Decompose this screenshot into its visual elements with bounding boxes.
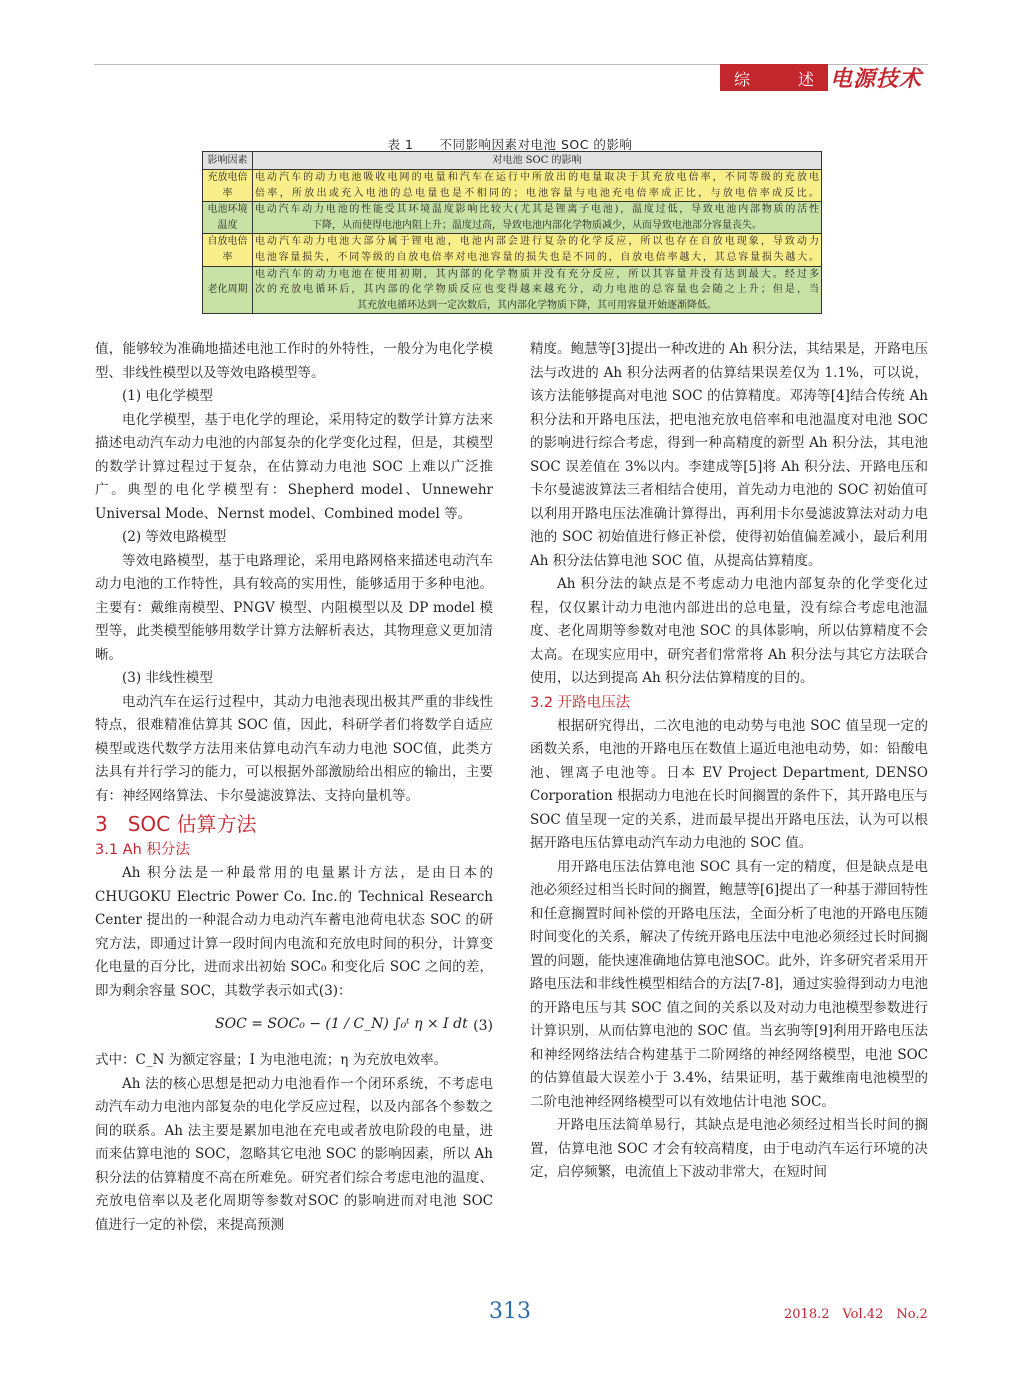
row-key: 电池环境 温度: [203, 202, 253, 234]
section-heading: 3 SOC 估算方法: [95, 812, 257, 836]
table-row: [203, 234, 822, 266]
paragraph: Ah 积分法的缺点是不考虑动力电池内部复杂的化学变化过程，仅仅累计动力电池内部进出的总电量，没有综合考虑电池温度、老化周期等参数对电池 SOC 的具体影响，所以估算精度不会太高。在现实应用中，研究者们常常将 Ah 积分法与其它方法联合使用，以达到提高 Ah 积分法估算精度的目的。: [530, 576, 928, 686]
equation-formula: SOC = SOC₀ − (1 / C_N) ∫₀ᵗ η × I dt: [215, 1016, 468, 1032]
influence-table: [202, 151, 822, 314]
equation: [95, 1003, 493, 1049]
row-key: 自放电倍 率: [203, 234, 253, 266]
equation-number: (3): [473, 1018, 493, 1034]
section-label-left: 综: [734, 70, 751, 89]
paragraph: 用开路电压法估算电池 SOC 具有一定的精度，但是缺点是电池必须经过相当长时间的搁置，鲍慧等[6]提出了一种基于滞回特性和任意搁置时间补偿的开路电压法，全面分析了电池的开路电压随时间变化的关系，解决了传统开路电压法中电池必须经过长时间搁置的问题，能快速准确地估算电池SOC。此外，许多研究者采用开路电压法和非线性模型相结合的方法[7-8]，通过实验得到动力电池的开路电压与其 SOC 值之间的关系以及对动力电池模型参数进行计算识别，从而估算电池的 SOC 值。当玄驹等[9]利用开路电压法和神经网络法结合构建基于二阶网络的神经网络模型，电池 SOC 的估算值最大误差小于 3.4%，结果证明，基于戴维南电池模型的二阶电池神经网络模型可以有效地估计电池 SOC。: [530, 858, 928, 1110]
paragraph: 值，能够较为准确地描述电池工作时的外特性，一般分为电化学模型、非线性模型以及等效电路模型等。: [95, 341, 493, 381]
subsection-label: (1) 电化学模型: [122, 388, 213, 404]
row-value: 电动汽车的动力电池吸收电网的电量和汽车在运行中所放出的电量取决于其充放电倍率，不同等级的充放电 倍率，所放出或充入电池的总电量也是不相同的；电池容量与电池充电倍率成正比，与放电倍率成反比。: [253, 170, 822, 202]
paragraph: Ah 积分法是一种最常用的电量累计方法，是由日本的 CHUGOKU Electric Power Co. Inc.的 Technical Research Center 提出的一种混合动力电动汽车蓄电池荷电状态 SOC 的研究方法，即通过计算一段时间内电流和充放电时间的积分，计算变化电量的百分比，进而求出初始 SOC₀ 和变化后 SOC 之间的差，即为剩余容量 SOC，其数学表示如式(3)：: [95, 865, 493, 999]
section-banner: [720, 64, 828, 91]
row-value: 电动汽车动力电池的性能受其环境温度影响比较大(尤其是锂离子电池)，温度过低，导致电池内部物质的活性 下降，从而使得电池内阻上升；温度过高，导致电池内部化学物质减少，从而导致电池部分容量丧失。: [253, 202, 822, 234]
paragraph: Ah 法的核心思想是把动力电池看作一个闭环系统，不考虑电动汽车动力电池内部复杂的电化学反应过程，以及内部各个参数之间的联系。Ah 法主要是累加电池在充电或者放电阶段的电量，进而来估算电池的 SOC，忽略其它电池 SOC 的影响因素，所以 Ah 积分法的估算精度不高在所难免。研究者们综合考虑电池的温度、充放电倍率以及老化周期等参数对SOC 的影响进而对电池 SOC 值进行一定的补偿，来提高预测: [95, 1075, 493, 1233]
paragraph: 式中：C_N 为额定容量；I 为电池电流；η 为充放电效率。: [95, 1052, 448, 1068]
table-header-factor: 影响因素: [203, 152, 253, 170]
row-value: 电动汽车的动力电池在使用初期，其内部的化学物质并没有充分反应，所以其容量并没有达到最大。经过多 次的充放电循环后，其内部的化学物质反应也变得越来越充分，动力电池的总容量也会随之上升；但是，当 其充放电循环达到一定次数后，其内部化学物质下降，其可用容量开始逐渐降低。: [253, 266, 822, 314]
table-title: 表 1 不同影响因素对电池 SOC 的影响: [387, 137, 633, 152]
page-number: 313: [489, 1299, 531, 1324]
subsection-heading: 3.1 Ah 积分法: [95, 842, 190, 858]
paragraph: 电动汽车在运行过程中，其动力电池表现出极其严重的非线性特点，很难精准估算其 SOC 值，因此，科研学者们将数学自适应模型或迭代数学方法用来估算电动汽车动力电池 SOC值，此类方法具有并行学习的能力，可以根据外部激励给出相应的输出，主要有：神经网络算法、卡尔曼滤波算法、支持向量机等。: [95, 693, 493, 804]
row-key: 充放电倍 率: [203, 170, 253, 202]
paragraph: 电化学模型，基于电化学的理论，采用特定的数学计算方法来描述电动汽车动力电池的内部复杂的化学变化过程，但是，其模型的数学计算过程过于复杂，在估算动力电池 SOC 上难以广泛推广。典型的电化学模型有：Shepherd model、Unnewehr Universal Mode、Nernst model、Combined model 等。: [95, 411, 493, 522]
table-header-row: [203, 152, 822, 170]
row-value: 电动汽车动力电池大部分属于锂电池，电池内部会进行复杂的化学反应，所以也存在自放电现象，导致动力 电池容量损失，不同等级的自放电倍率对电池容量的损失也是不同的，自放电倍率越大，其总容量损失越大。: [253, 234, 822, 266]
paragraph: 精度。鲍慧等[3]提出一种改进的 Ah 积分法，其结果是，开路电压法与改进的 Ah 积分法两者的估算结果误差仅为 1.1%，可以说，该方法能够提高对电池 SOC 的估算精度。邓涛等[4]结合传统 Ah 积分法和开路电压法，把电池充放电倍率和电池温度对电池 SOC 的影响进行综合考虑，得到一种高精度的新型 Ah 积分法，其电池 SOC 误差值在 3%以内。李建成等[5]将 Ah 积分法、开路电压和卡尔曼滤波算法三者相结合使用，首先动力电池的 SOC 初始值可以利用开路电压法准确计算得出，再利用卡尔曼滤波算法对动力电池的 SOC 初始值进行修正补偿，使得初始值偏差减小，最后利用 Ah 积分法估算电池 SOC 值，从提高估算精度。: [530, 341, 928, 569]
table-row: [203, 266, 822, 314]
table-row: [203, 170, 822, 202]
table-row: [203, 202, 822, 234]
journal-logo: 电源技术: [830, 66, 923, 92]
right-column: [530, 338, 928, 1185]
paragraph: 开路电压法简单易行，其缺点是电池必须经过相当长时间的搁置，估算电池 SOC 才会有较高精度，由于电动汽车运行环境的决定，启停频繁，电流值上下波动非常大，在短时间: [530, 1117, 928, 1180]
table-header-effect: 对电池 SOC 的影响: [253, 152, 822, 170]
subsection-heading: 3.2 开路电压法: [530, 694, 631, 711]
left-column: [95, 338, 493, 1237]
subsection-label: (2) 等效电路模型: [122, 529, 227, 545]
section-label-right: 述: [798, 70, 815, 89]
paragraph: 根据研究得出，二次电池的电动势与电池 SOC 值呈现一定的函数关系，电池的开路电压在数值上逼近电池电动势，如：铅酸电池、锂离子电池等。日本 EV Project Department, DENSO Corporation 根据动力电池在长时间搁置的条件下，其开路电压与 SOC 值呈现一定的关系，进而最早提出开路电压法，认为可以根据开路电压估算电动汽车动力电池的 SOC 值。: [530, 717, 928, 851]
paragraph: 等效电路模型，基于电路理论，采用电路网格来描述电动汽车动力电池的工作特性，具有较高的实用性，能够适用于多种电池。主要有：戴维南模型、PNGV 模型、内阻模型以及 DP model 模型等，此类模型能够用数学计算方法解析表达，其物理意义更加清晰。: [95, 552, 493, 663]
subsection-label: (3) 非线性模型: [122, 670, 213, 686]
row-key: 老化周期: [203, 266, 253, 314]
issue-info: 2018.2 Vol.42 No.2: [784, 1307, 928, 1322]
